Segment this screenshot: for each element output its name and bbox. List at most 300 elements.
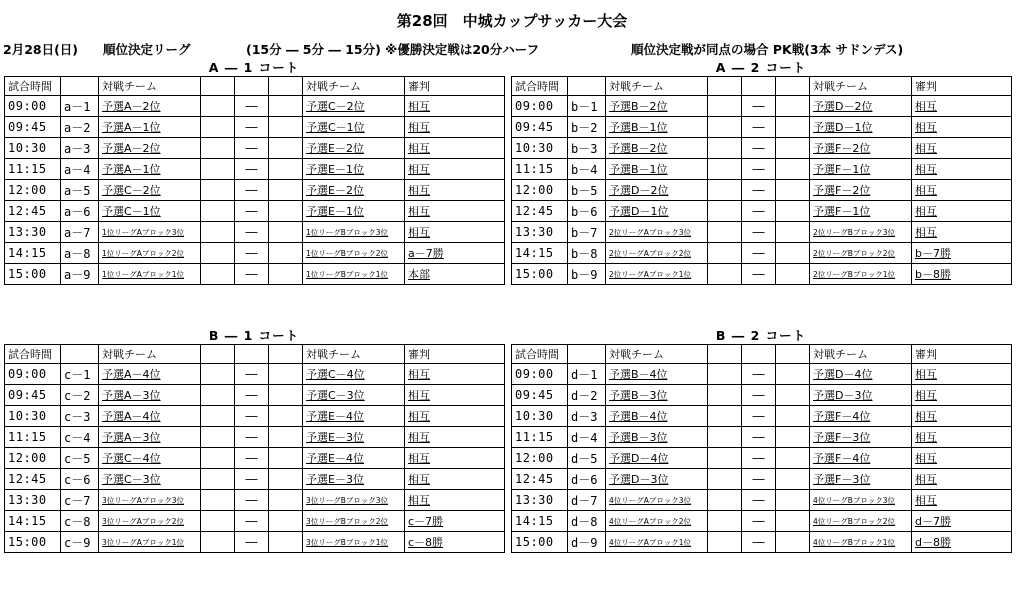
match-time: 09:45 xyxy=(512,117,568,138)
referee: 相互 xyxy=(912,448,1012,469)
table-row xyxy=(5,96,505,117)
blank-cell xyxy=(269,180,303,201)
blank-cell xyxy=(269,490,303,511)
team-1: 予選C－2位 xyxy=(99,180,201,201)
blank-cell xyxy=(776,222,810,243)
header-blank xyxy=(742,345,776,364)
blank-cell xyxy=(708,180,742,201)
blank-cell xyxy=(269,427,303,448)
team-1: 2位リーグAブロック1位 xyxy=(606,264,708,285)
referee: 相互 xyxy=(405,448,505,469)
match-time: 12:45 xyxy=(512,201,568,222)
table-row xyxy=(5,138,505,159)
blank-cell xyxy=(776,201,810,222)
match-code: d－6 xyxy=(568,469,606,490)
match-code: c－8 xyxy=(61,511,99,532)
blank-cell xyxy=(708,532,742,553)
blank-cell xyxy=(269,138,303,159)
table-row xyxy=(5,222,505,243)
match-code: c－6 xyxy=(61,469,99,490)
team-1: 予選A－4位 xyxy=(99,406,201,427)
header-code xyxy=(61,345,99,364)
team-2: 1位リーグBブロック3位 xyxy=(303,222,405,243)
blank-cell xyxy=(269,364,303,385)
team-2: 4位リーグBブロック1位 xyxy=(810,532,912,553)
vs-dash: ― xyxy=(235,96,269,117)
team-2: 予選C－3位 xyxy=(303,385,405,406)
blank-cell xyxy=(201,406,235,427)
table-row xyxy=(5,159,505,180)
header-time: 試合時間 xyxy=(5,345,61,364)
match-time: 10:30 xyxy=(5,406,61,427)
table-row xyxy=(512,532,1012,553)
match-time: 12:00 xyxy=(5,180,61,201)
match-code: b－9 xyxy=(568,264,606,285)
team-1: 予選D－1位 xyxy=(606,201,708,222)
team-1: 予選B－4位 xyxy=(606,364,708,385)
team-2: 予選F－1位 xyxy=(810,159,912,180)
header-team2: 対戦チーム xyxy=(303,345,405,364)
header-team1: 対戦チーム xyxy=(606,77,708,96)
blank-cell xyxy=(201,448,235,469)
table-row xyxy=(5,406,505,427)
vs-dash: ― xyxy=(742,490,776,511)
blank-cell xyxy=(776,427,810,448)
blank-cell xyxy=(269,448,303,469)
team-2: 予選D－1位 xyxy=(810,117,912,138)
referee: 相互 xyxy=(405,159,505,180)
team-2: 予選F－1位 xyxy=(810,201,912,222)
team-1: 4位リーグAブロック3位 xyxy=(606,490,708,511)
referee: 相互 xyxy=(912,159,1012,180)
blank-cell xyxy=(269,243,303,264)
team-1: 3位リーグAブロック3位 xyxy=(99,490,201,511)
table-row xyxy=(512,448,1012,469)
match-time: 09:45 xyxy=(5,385,61,406)
vs-dash: ― xyxy=(742,532,776,553)
vs-dash: ― xyxy=(742,264,776,285)
match-code: a－4 xyxy=(61,159,99,180)
match-code: d－2 xyxy=(568,385,606,406)
blank-cell xyxy=(776,117,810,138)
team-1: 2位リーグAブロック2位 xyxy=(606,243,708,264)
team-1: 予選B－3位 xyxy=(606,385,708,406)
match-code: d－1 xyxy=(568,364,606,385)
page-title: 第28回 中城カップサッカー大会 xyxy=(396,12,628,30)
header-time: 試合時間 xyxy=(512,77,568,96)
court-title: A ― 1 コート xyxy=(208,60,300,75)
referee: 相互 xyxy=(405,490,505,511)
match-time: 12:45 xyxy=(512,469,568,490)
referee: 相互 xyxy=(912,138,1012,159)
match-code: a－5 xyxy=(61,180,99,201)
blank-cell xyxy=(776,180,810,201)
match-code: d－8 xyxy=(568,511,606,532)
header-team2: 対戦チーム xyxy=(810,345,912,364)
team-1: 4位リーグAブロック1位 xyxy=(606,532,708,553)
blank-cell xyxy=(201,385,235,406)
referee: 相互 xyxy=(405,96,505,117)
header-blank xyxy=(201,345,235,364)
vs-dash: ― xyxy=(742,427,776,448)
team-2: 3位リーグBブロック1位 xyxy=(303,532,405,553)
blank-cell xyxy=(201,427,235,448)
match-time: 10:30 xyxy=(5,138,61,159)
team-2: 3位リーグBブロック2位 xyxy=(303,511,405,532)
referee: 相互 xyxy=(405,385,505,406)
table-row xyxy=(5,511,505,532)
vs-dash: ― xyxy=(742,222,776,243)
schedule-table xyxy=(511,344,1012,553)
table-row xyxy=(5,243,505,264)
header-blank xyxy=(742,77,776,96)
team-1: 予選A－2位 xyxy=(99,138,201,159)
match-time: 11:15 xyxy=(5,427,61,448)
team-1: 予選B－2位 xyxy=(606,138,708,159)
header-blank xyxy=(235,77,269,96)
referee: 相互 xyxy=(912,96,1012,117)
referee: 相互 xyxy=(912,364,1012,385)
team-1: 予選B－4位 xyxy=(606,406,708,427)
team-2: 予選F－2位 xyxy=(810,180,912,201)
team-2: 2位リーグBブロック3位 xyxy=(810,222,912,243)
header-referee: 審判 xyxy=(912,345,1012,364)
team-2: 予選E－4位 xyxy=(303,406,405,427)
team-1: 1位リーグAブロック3位 xyxy=(99,222,201,243)
court-a1 xyxy=(4,60,504,285)
blank-cell xyxy=(201,264,235,285)
vs-dash: ― xyxy=(235,490,269,511)
match-time: 11:15 xyxy=(512,159,568,180)
team-1: 1位リーグAブロック2位 xyxy=(99,243,201,264)
header-blank xyxy=(235,345,269,364)
tiebreak-label: 順位決定戦が同点の場合 PK戦(3本 サドンデス) xyxy=(631,42,904,57)
match-time: 13:30 xyxy=(512,490,568,511)
blank-cell xyxy=(201,159,235,180)
match-time: 12:00 xyxy=(5,448,61,469)
blank-cell xyxy=(776,385,810,406)
blank-cell xyxy=(201,117,235,138)
header-blank xyxy=(269,345,303,364)
team-1: 予選B－1位 xyxy=(606,117,708,138)
team-1: 予選D－3位 xyxy=(606,469,708,490)
table-row xyxy=(5,427,505,448)
blank-cell xyxy=(776,159,810,180)
team-2: 予選D－2位 xyxy=(810,96,912,117)
table-row xyxy=(5,385,505,406)
header-code xyxy=(568,345,606,364)
blank-cell xyxy=(269,159,303,180)
referee: b－7勝 xyxy=(912,243,1012,264)
header-referee: 審判 xyxy=(912,77,1012,96)
schedule-table xyxy=(4,344,505,553)
team-1: 予選A－3位 xyxy=(99,427,201,448)
vs-dash: ― xyxy=(235,448,269,469)
vs-dash: ― xyxy=(742,201,776,222)
team-2: 1位リーグBブロック1位 xyxy=(303,264,405,285)
team-2: 予選C－1位 xyxy=(303,117,405,138)
table-row xyxy=(512,180,1012,201)
match-code: b－2 xyxy=(568,117,606,138)
table-row xyxy=(512,117,1012,138)
blank-cell xyxy=(776,469,810,490)
court-title: A ― 2 コート xyxy=(715,60,807,75)
team-2: 予選E－2位 xyxy=(303,180,405,201)
match-code: b－5 xyxy=(568,180,606,201)
table-row xyxy=(512,511,1012,532)
date-label: 2月28日(日) xyxy=(3,42,79,57)
table-row xyxy=(5,448,505,469)
vs-dash: ― xyxy=(742,96,776,117)
vs-dash: ― xyxy=(235,264,269,285)
match-time: 14:15 xyxy=(5,511,61,532)
team-2: 4位リーグBブロック2位 xyxy=(810,511,912,532)
team-2: 予選F－3位 xyxy=(810,427,912,448)
referee: 相互 xyxy=(912,222,1012,243)
header-row xyxy=(512,345,1012,364)
team-1: 予選B－2位 xyxy=(606,96,708,117)
blank-cell xyxy=(708,385,742,406)
match-code: b－8 xyxy=(568,243,606,264)
team-1: 予選A－1位 xyxy=(99,159,201,180)
match-time: 09:00 xyxy=(5,96,61,117)
referee: 相互 xyxy=(405,138,505,159)
table-row xyxy=(512,406,1012,427)
match-time: 11:15 xyxy=(512,427,568,448)
team-2: 予選F－2位 xyxy=(810,138,912,159)
referee: 相互 xyxy=(912,490,1012,511)
team-2: 予選D－3位 xyxy=(810,385,912,406)
table-row xyxy=(512,385,1012,406)
team-1: 3位リーグAブロック1位 xyxy=(99,532,201,553)
header-blank xyxy=(269,77,303,96)
table-row xyxy=(512,138,1012,159)
header-row xyxy=(5,77,505,96)
vs-dash: ― xyxy=(235,364,269,385)
table-row xyxy=(512,159,1012,180)
team-2: 予選E－2位 xyxy=(303,138,405,159)
team-2: 予選E－1位 xyxy=(303,201,405,222)
match-time: 13:30 xyxy=(512,222,568,243)
team-2: 予選E－3位 xyxy=(303,469,405,490)
vs-dash: ― xyxy=(742,243,776,264)
team-1: 予選D－4位 xyxy=(606,448,708,469)
vs-dash: ― xyxy=(235,222,269,243)
team-1: 予選C－1位 xyxy=(99,201,201,222)
table-row xyxy=(5,264,505,285)
team-2: 3位リーグBブロック3位 xyxy=(303,490,405,511)
blank-cell xyxy=(201,469,235,490)
vs-dash: ― xyxy=(235,532,269,553)
header-time: 試合時間 xyxy=(5,77,61,96)
team-2: 予選E－1位 xyxy=(303,159,405,180)
blank-cell xyxy=(269,96,303,117)
blank-cell xyxy=(201,243,235,264)
blank-cell xyxy=(201,96,235,117)
table-row xyxy=(5,364,505,385)
table-row xyxy=(5,180,505,201)
match-code: a－6 xyxy=(61,201,99,222)
referee: 相互 xyxy=(405,222,505,243)
vs-dash: ― xyxy=(742,159,776,180)
team-1: 予選A－3位 xyxy=(99,385,201,406)
league-label: 順位決定リーグ xyxy=(103,42,191,57)
blank-cell xyxy=(776,490,810,511)
match-code: b－3 xyxy=(568,138,606,159)
referee: c－8勝 xyxy=(405,532,505,553)
table-row xyxy=(5,469,505,490)
header-team2: 対戦チーム xyxy=(303,77,405,96)
match-code: b－4 xyxy=(568,159,606,180)
match-code: b－6 xyxy=(568,201,606,222)
blank-cell xyxy=(708,201,742,222)
team-1: 予選B－3位 xyxy=(606,427,708,448)
blank-cell xyxy=(269,406,303,427)
referee: 相互 xyxy=(405,364,505,385)
blank-cell xyxy=(269,264,303,285)
blank-cell xyxy=(776,406,810,427)
header-team2: 対戦チーム xyxy=(810,77,912,96)
referee: d－7勝 xyxy=(912,511,1012,532)
blank-cell xyxy=(776,243,810,264)
team-2: 予選F－4位 xyxy=(810,406,912,427)
header-code xyxy=(568,77,606,96)
referee: 相互 xyxy=(912,469,1012,490)
referee: 相互 xyxy=(912,117,1012,138)
table-row xyxy=(512,243,1012,264)
referee: 相互 xyxy=(405,427,505,448)
team-2: 予選D－4位 xyxy=(810,364,912,385)
referee: d－8勝 xyxy=(912,532,1012,553)
match-code: c－3 xyxy=(61,406,99,427)
vs-dash: ― xyxy=(235,159,269,180)
header-referee: 審判 xyxy=(405,345,505,364)
match-time: 15:00 xyxy=(5,532,61,553)
blank-cell xyxy=(708,511,742,532)
team-2: 2位リーグBブロック1位 xyxy=(810,264,912,285)
team-2: 予選C－2位 xyxy=(303,96,405,117)
match-code: d－3 xyxy=(568,406,606,427)
table-row xyxy=(512,264,1012,285)
vs-dash: ― xyxy=(742,180,776,201)
header-referee: 審判 xyxy=(405,77,505,96)
team-2: 4位リーグBブロック3位 xyxy=(810,490,912,511)
match-code: c－2 xyxy=(61,385,99,406)
team-1: 4位リーグAブロック2位 xyxy=(606,511,708,532)
referee: c－7勝 xyxy=(405,511,505,532)
match-time: 09:00 xyxy=(512,364,568,385)
match-time: 12:45 xyxy=(5,201,61,222)
team-1: 1位リーグAブロック1位 xyxy=(99,264,201,285)
referee: 相互 xyxy=(405,201,505,222)
blank-cell xyxy=(708,490,742,511)
blank-cell xyxy=(201,138,235,159)
match-time: 14:15 xyxy=(512,243,568,264)
format-label: (15分 ― 5分 ― 15分) ※優勝決定戦は20分ハーフ xyxy=(246,42,540,57)
court-b1 xyxy=(4,328,504,553)
referee: 相互 xyxy=(912,427,1012,448)
vs-dash: ― xyxy=(742,406,776,427)
blank-cell xyxy=(708,96,742,117)
header-team1: 対戦チーム xyxy=(99,345,201,364)
vs-dash: ― xyxy=(235,385,269,406)
blank-cell xyxy=(708,138,742,159)
match-time: 15:00 xyxy=(512,532,568,553)
team-2: 予選E－4位 xyxy=(303,448,405,469)
table-row xyxy=(5,117,505,138)
vs-dash: ― xyxy=(742,448,776,469)
referee: 相互 xyxy=(405,469,505,490)
referee: b－8勝 xyxy=(912,264,1012,285)
referee: 相互 xyxy=(912,180,1012,201)
blank-cell xyxy=(776,532,810,553)
blank-cell xyxy=(708,243,742,264)
vs-dash: ― xyxy=(235,427,269,448)
team-1: 3位リーグAブロック2位 xyxy=(99,511,201,532)
header-team1: 対戦チーム xyxy=(606,345,708,364)
match-time: 13:30 xyxy=(5,490,61,511)
team-2: 予選F－4位 xyxy=(810,448,912,469)
match-time: 09:45 xyxy=(512,385,568,406)
vs-dash: ― xyxy=(235,406,269,427)
header-row xyxy=(512,77,1012,96)
vs-dash: ― xyxy=(235,469,269,490)
match-time: 12:45 xyxy=(5,469,61,490)
table-row xyxy=(5,201,505,222)
vs-dash: ― xyxy=(742,511,776,532)
blank-cell xyxy=(776,264,810,285)
blank-cell xyxy=(201,180,235,201)
table-row xyxy=(512,427,1012,448)
blank-cell xyxy=(269,511,303,532)
referee: 相互 xyxy=(405,117,505,138)
match-time: 12:00 xyxy=(512,180,568,201)
table-row xyxy=(512,469,1012,490)
team-2: 2位リーグBブロック2位 xyxy=(810,243,912,264)
blank-cell xyxy=(708,159,742,180)
blank-cell xyxy=(776,138,810,159)
blank-cell xyxy=(708,117,742,138)
header-blank xyxy=(708,77,742,96)
subtitle-row xyxy=(3,40,1021,58)
referee: 相互 xyxy=(405,406,505,427)
match-code: c－9 xyxy=(61,532,99,553)
vs-dash: ― xyxy=(742,117,776,138)
blank-cell xyxy=(269,222,303,243)
blank-cell xyxy=(269,201,303,222)
match-code: d－5 xyxy=(568,448,606,469)
blank-cell xyxy=(201,201,235,222)
blank-cell xyxy=(201,222,235,243)
header-row xyxy=(5,345,505,364)
referee: a－7勝 xyxy=(405,243,505,264)
court-title: B ― 1 コート xyxy=(208,328,300,343)
table-row xyxy=(512,201,1012,222)
vs-dash: ― xyxy=(235,138,269,159)
blank-cell xyxy=(776,511,810,532)
team-1: 予選C－4位 xyxy=(99,448,201,469)
match-code: a－9 xyxy=(61,264,99,285)
vs-dash: ― xyxy=(742,469,776,490)
blank-cell xyxy=(708,427,742,448)
match-time: 14:15 xyxy=(512,511,568,532)
vs-dash: ― xyxy=(235,511,269,532)
header-code xyxy=(61,77,99,96)
match-time: 15:00 xyxy=(512,264,568,285)
team-1: 予選A－2位 xyxy=(99,96,201,117)
blank-cell xyxy=(201,511,235,532)
blank-cell xyxy=(776,448,810,469)
